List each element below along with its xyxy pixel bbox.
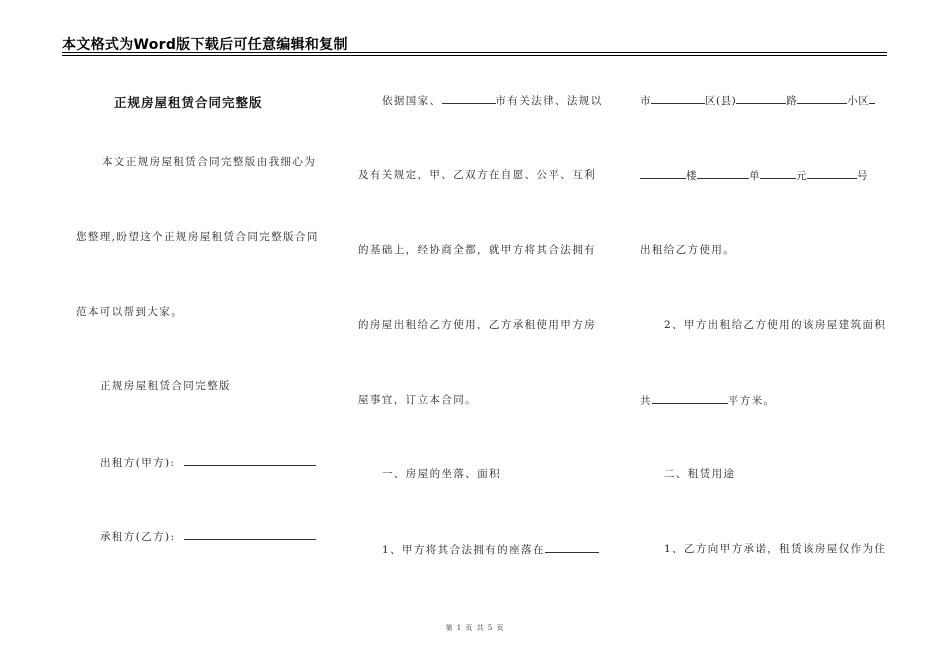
- unit-blank-2: [760, 168, 796, 179]
- area-blank: [652, 393, 728, 404]
- address-line-1: [640, 93, 875, 108]
- clause-preamble-line-1: [382, 93, 603, 108]
- section-heading-2: 二、租赁用途: [664, 468, 736, 480]
- lessee-row: [100, 529, 316, 544]
- lessee-blank: [184, 529, 316, 540]
- addr-road: 路: [786, 95, 798, 107]
- clause-preamble-line-3: 的基础上，经协商全都，就甲方将其合法拥有: [358, 244, 596, 256]
- clause-1-1-text: 1、甲方将其合法拥有的座落在: [382, 544, 545, 556]
- clause-2-1: 1、乙方向甲方承诺，租赁该房屋仅作为住: [664, 543, 887, 555]
- area-line: [640, 393, 776, 408]
- lessor-label: 出租方(甲方):: [100, 457, 176, 469]
- community-blank: [869, 93, 875, 104]
- lessor-row: [100, 455, 316, 470]
- preamble-text-b: 市有关法律、法规以: [495, 95, 603, 107]
- column-1: [72, 0, 337, 672]
- page-footer: 第 1 页 共 5 页: [445, 624, 505, 632]
- subtitle-line: 正规房屋租赁合同完整版: [100, 380, 231, 392]
- area-text-b: 平方米。: [727, 395, 776, 407]
- document-title: 正规房屋租赁合同完整版: [114, 95, 263, 110]
- addr-number: 号: [857, 170, 868, 182]
- section-heading-1: 一、房屋的坐落、面积: [382, 468, 501, 480]
- addr-district: 区(县): [705, 95, 737, 107]
- addr-building: 楼: [686, 170, 697, 182]
- intro-line-2: 您整理,盼望这个正规房屋租赁合同完整版合同: [76, 231, 319, 243]
- clause-1-2: 2、甲方出租给乙方使用的该房屋建筑面积: [664, 319, 887, 331]
- intro-line-3: 范本可以帮到大家。: [76, 306, 184, 318]
- intro-line-1: 本文正规房屋租赁合同完整版由我细心为: [102, 156, 317, 168]
- addr-unit-b: 元: [796, 170, 807, 182]
- lessee-label: 承租方(乙方):: [100, 531, 176, 543]
- addr-unit-a: 单: [749, 170, 760, 182]
- number-blank: [807, 168, 857, 179]
- addr-community: 小区: [847, 95, 870, 107]
- address-line-3: 出租给乙方使用。: [640, 244, 736, 256]
- clause-preamble-line-5: 屋事宜，订立本合同。: [358, 394, 477, 406]
- location-blank: [545, 542, 599, 553]
- road-blank: [797, 93, 847, 104]
- building-blank: [640, 168, 686, 179]
- preamble-text-a: 依据国家、: [382, 95, 442, 107]
- city-blank: [442, 93, 496, 104]
- district-blank: [736, 93, 786, 104]
- area-text-a: 共: [640, 395, 652, 407]
- column-3: [638, 0, 893, 672]
- document-header: 本文格式为Word版下载后可任意编辑和复制: [62, 37, 348, 53]
- clause-1-1: [382, 542, 599, 557]
- clause-preamble-line-4: 的房屋出租给乙方使用，乙方承租使用甲方房: [358, 319, 596, 331]
- address-line-2: [640, 168, 868, 183]
- city-blank: [651, 93, 705, 104]
- unit-blank: [697, 168, 749, 179]
- lessor-blank: [184, 455, 316, 466]
- column-2: [356, 0, 611, 672]
- clause-preamble-line-2: 及有关规定，甲、乙双方在自愿、公平、互利: [358, 169, 596, 181]
- addr-city: 市: [640, 95, 651, 107]
